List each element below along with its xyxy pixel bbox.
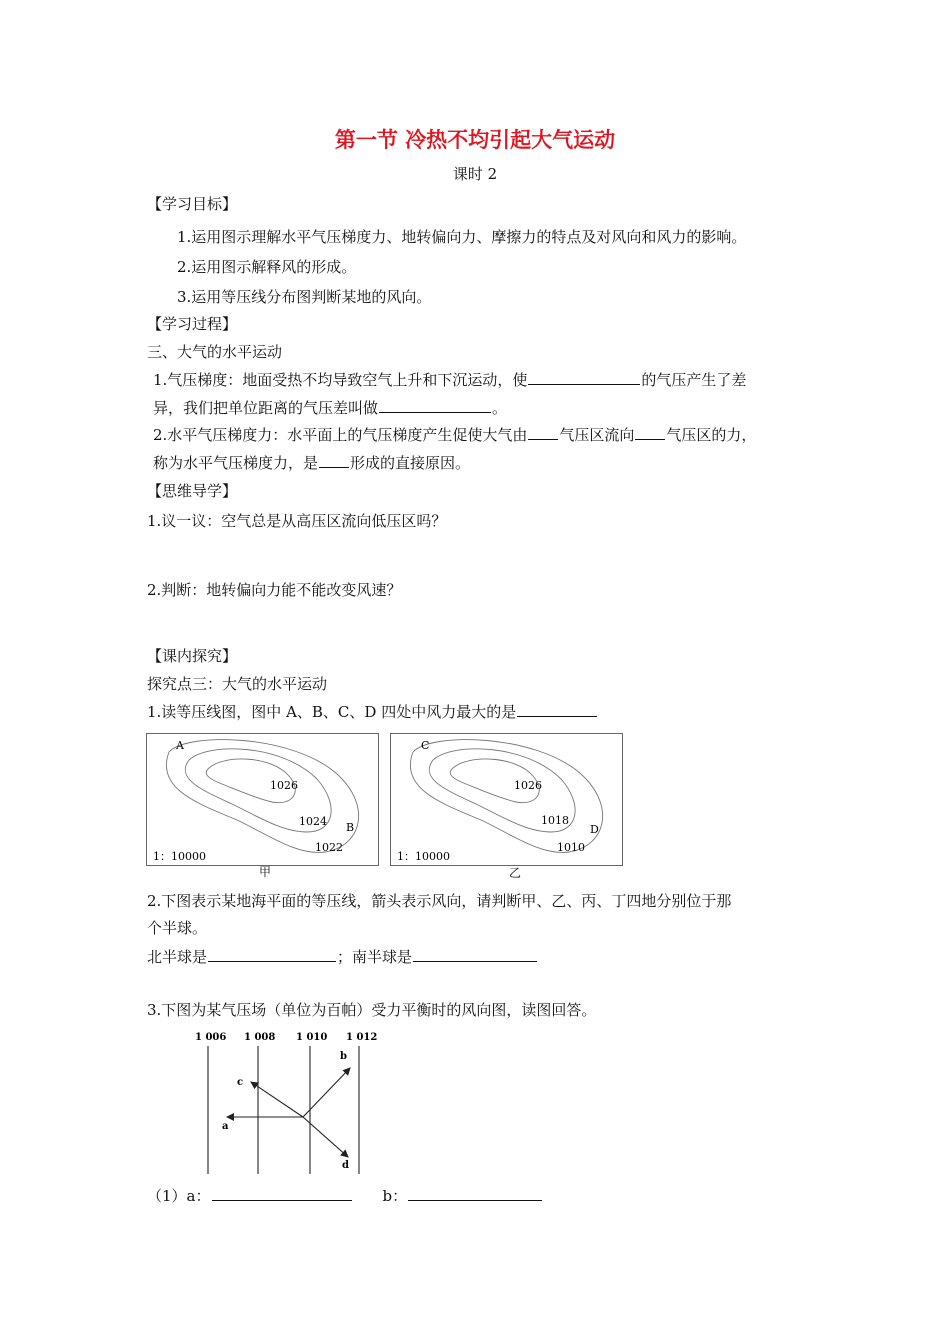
point-label-d: D bbox=[590, 823, 599, 836]
thinking-question: 2.判断：地转偏向力能不能改变风速？ bbox=[147, 581, 402, 599]
question-gradient-line2: 异，我们把单位距离的气压差叫做 。 bbox=[153, 399, 508, 417]
objective-item: 3.运用等压线分布图判断某地的风向。 bbox=[177, 288, 432, 306]
point-label-b: B bbox=[346, 821, 355, 834]
thinking-heading: 【思维导学】 bbox=[147, 482, 238, 500]
fill-blank[interactable] bbox=[319, 453, 349, 468]
isobar-value: 1 012 bbox=[346, 1032, 378, 1043]
question-wind-direction: 3.下图为某气压场（单位为百帕）受力平衡时的风向图，读图回答。 bbox=[147, 1001, 597, 1019]
isobar-label: 1026 bbox=[514, 779, 542, 792]
wind-direction-figure bbox=[185, 1026, 395, 1178]
section-heading: 三、大气的水平运动 bbox=[147, 343, 283, 361]
isobar-outer bbox=[410, 740, 602, 853]
fill-blank[interactable] bbox=[528, 425, 558, 440]
explore-question-1: 1.读等压线图，图中 A、B、C、D 四处中风力最大的是 bbox=[147, 701, 598, 722]
isobar-map-jia bbox=[147, 734, 378, 865]
scale-label: 1：10000 bbox=[397, 850, 450, 863]
figure-caption: 甲 bbox=[259, 865, 272, 879]
fill-blank-b[interactable] bbox=[408, 1186, 542, 1201]
arrow-c bbox=[251, 1082, 303, 1117]
isobar-value: 1 008 bbox=[244, 1032, 276, 1043]
explore-heading: 【课内探究】 bbox=[147, 647, 238, 665]
isobar-label: 1018 bbox=[541, 814, 569, 827]
page-title: 第一节 冷热不均引起大气运动 bbox=[334, 127, 616, 152]
question-hemisphere-line1: 2.下图表示某地海平面的等压线，箭头表示风向，请判断甲、乙、丙、丁四地分别位于那 bbox=[147, 892, 732, 910]
scale-label: 1：10000 bbox=[153, 850, 206, 863]
question-hemisphere-line2: 个半球。 bbox=[147, 919, 208, 937]
isobar-label: 1026 bbox=[270, 779, 298, 792]
isobar-label: 1024 bbox=[299, 815, 327, 828]
question-hemisphere-answers: 北半球是 ；南半球是 bbox=[147, 946, 538, 967]
question-gradient-line1: 1.气压梯度：地面受热不均导致空气上升和下沉运动，使 的气压产生了差 bbox=[153, 371, 747, 389]
fill-blank-north[interactable] bbox=[208, 947, 336, 962]
fill-blank[interactable] bbox=[379, 398, 491, 413]
arrow-label: c bbox=[237, 1077, 244, 1088]
fill-blank-south[interactable] bbox=[413, 947, 537, 962]
isobar-label: 1022 bbox=[315, 841, 343, 854]
point-label-a: A bbox=[176, 739, 184, 752]
process-heading: 【学习过程】 bbox=[147, 315, 238, 333]
objective-item: 1.运用图示理解水平气压梯度力、地转偏向力、摩擦力的特点及对风向和风力的影响。 bbox=[177, 228, 747, 246]
arrow-label: d bbox=[342, 1160, 349, 1171]
fill-blank[interactable] bbox=[635, 425, 665, 440]
isobar-value: 1 010 bbox=[296, 1032, 328, 1043]
arrow-label: b bbox=[340, 1051, 347, 1062]
fill-blank[interactable] bbox=[517, 702, 597, 717]
objective-item: 2.运用图示解释风的形成。 bbox=[177, 258, 357, 276]
page-subtitle: 课时 2 bbox=[452, 165, 498, 183]
fill-blank[interactable] bbox=[528, 370, 640, 385]
fill-blank-a[interactable] bbox=[212, 1186, 352, 1201]
isobar-figure-jia bbox=[146, 733, 379, 866]
isobar-value: 1 006 bbox=[195, 1032, 227, 1043]
point-label-c: C bbox=[421, 739, 430, 752]
isobar-figure-yi bbox=[390, 733, 623, 866]
isobar-label: 1010 bbox=[557, 841, 585, 854]
isobar-map-yi bbox=[391, 734, 622, 865]
figure-caption: 乙 bbox=[509, 866, 522, 880]
question-force-line2: 称为水平气压梯度力，是 形成的直接原因。 bbox=[153, 454, 471, 472]
isobar-outer bbox=[166, 740, 358, 853]
explore-point: 探究点三：大气的水平运动 bbox=[147, 675, 328, 693]
objectives-heading: 【学习目标】 bbox=[147, 195, 238, 213]
thinking-question: 1.议一议：空气总是从高压区流向低压区吗？ bbox=[147, 512, 447, 530]
answer-line-ab: （1）a： b： bbox=[147, 1185, 543, 1206]
question-force-line1: 2.水平气压梯度力：水平面上的气压梯度产生促使大气由 气压区流向 气压区的力， bbox=[153, 426, 757, 444]
arrow-label: a bbox=[222, 1121, 229, 1132]
